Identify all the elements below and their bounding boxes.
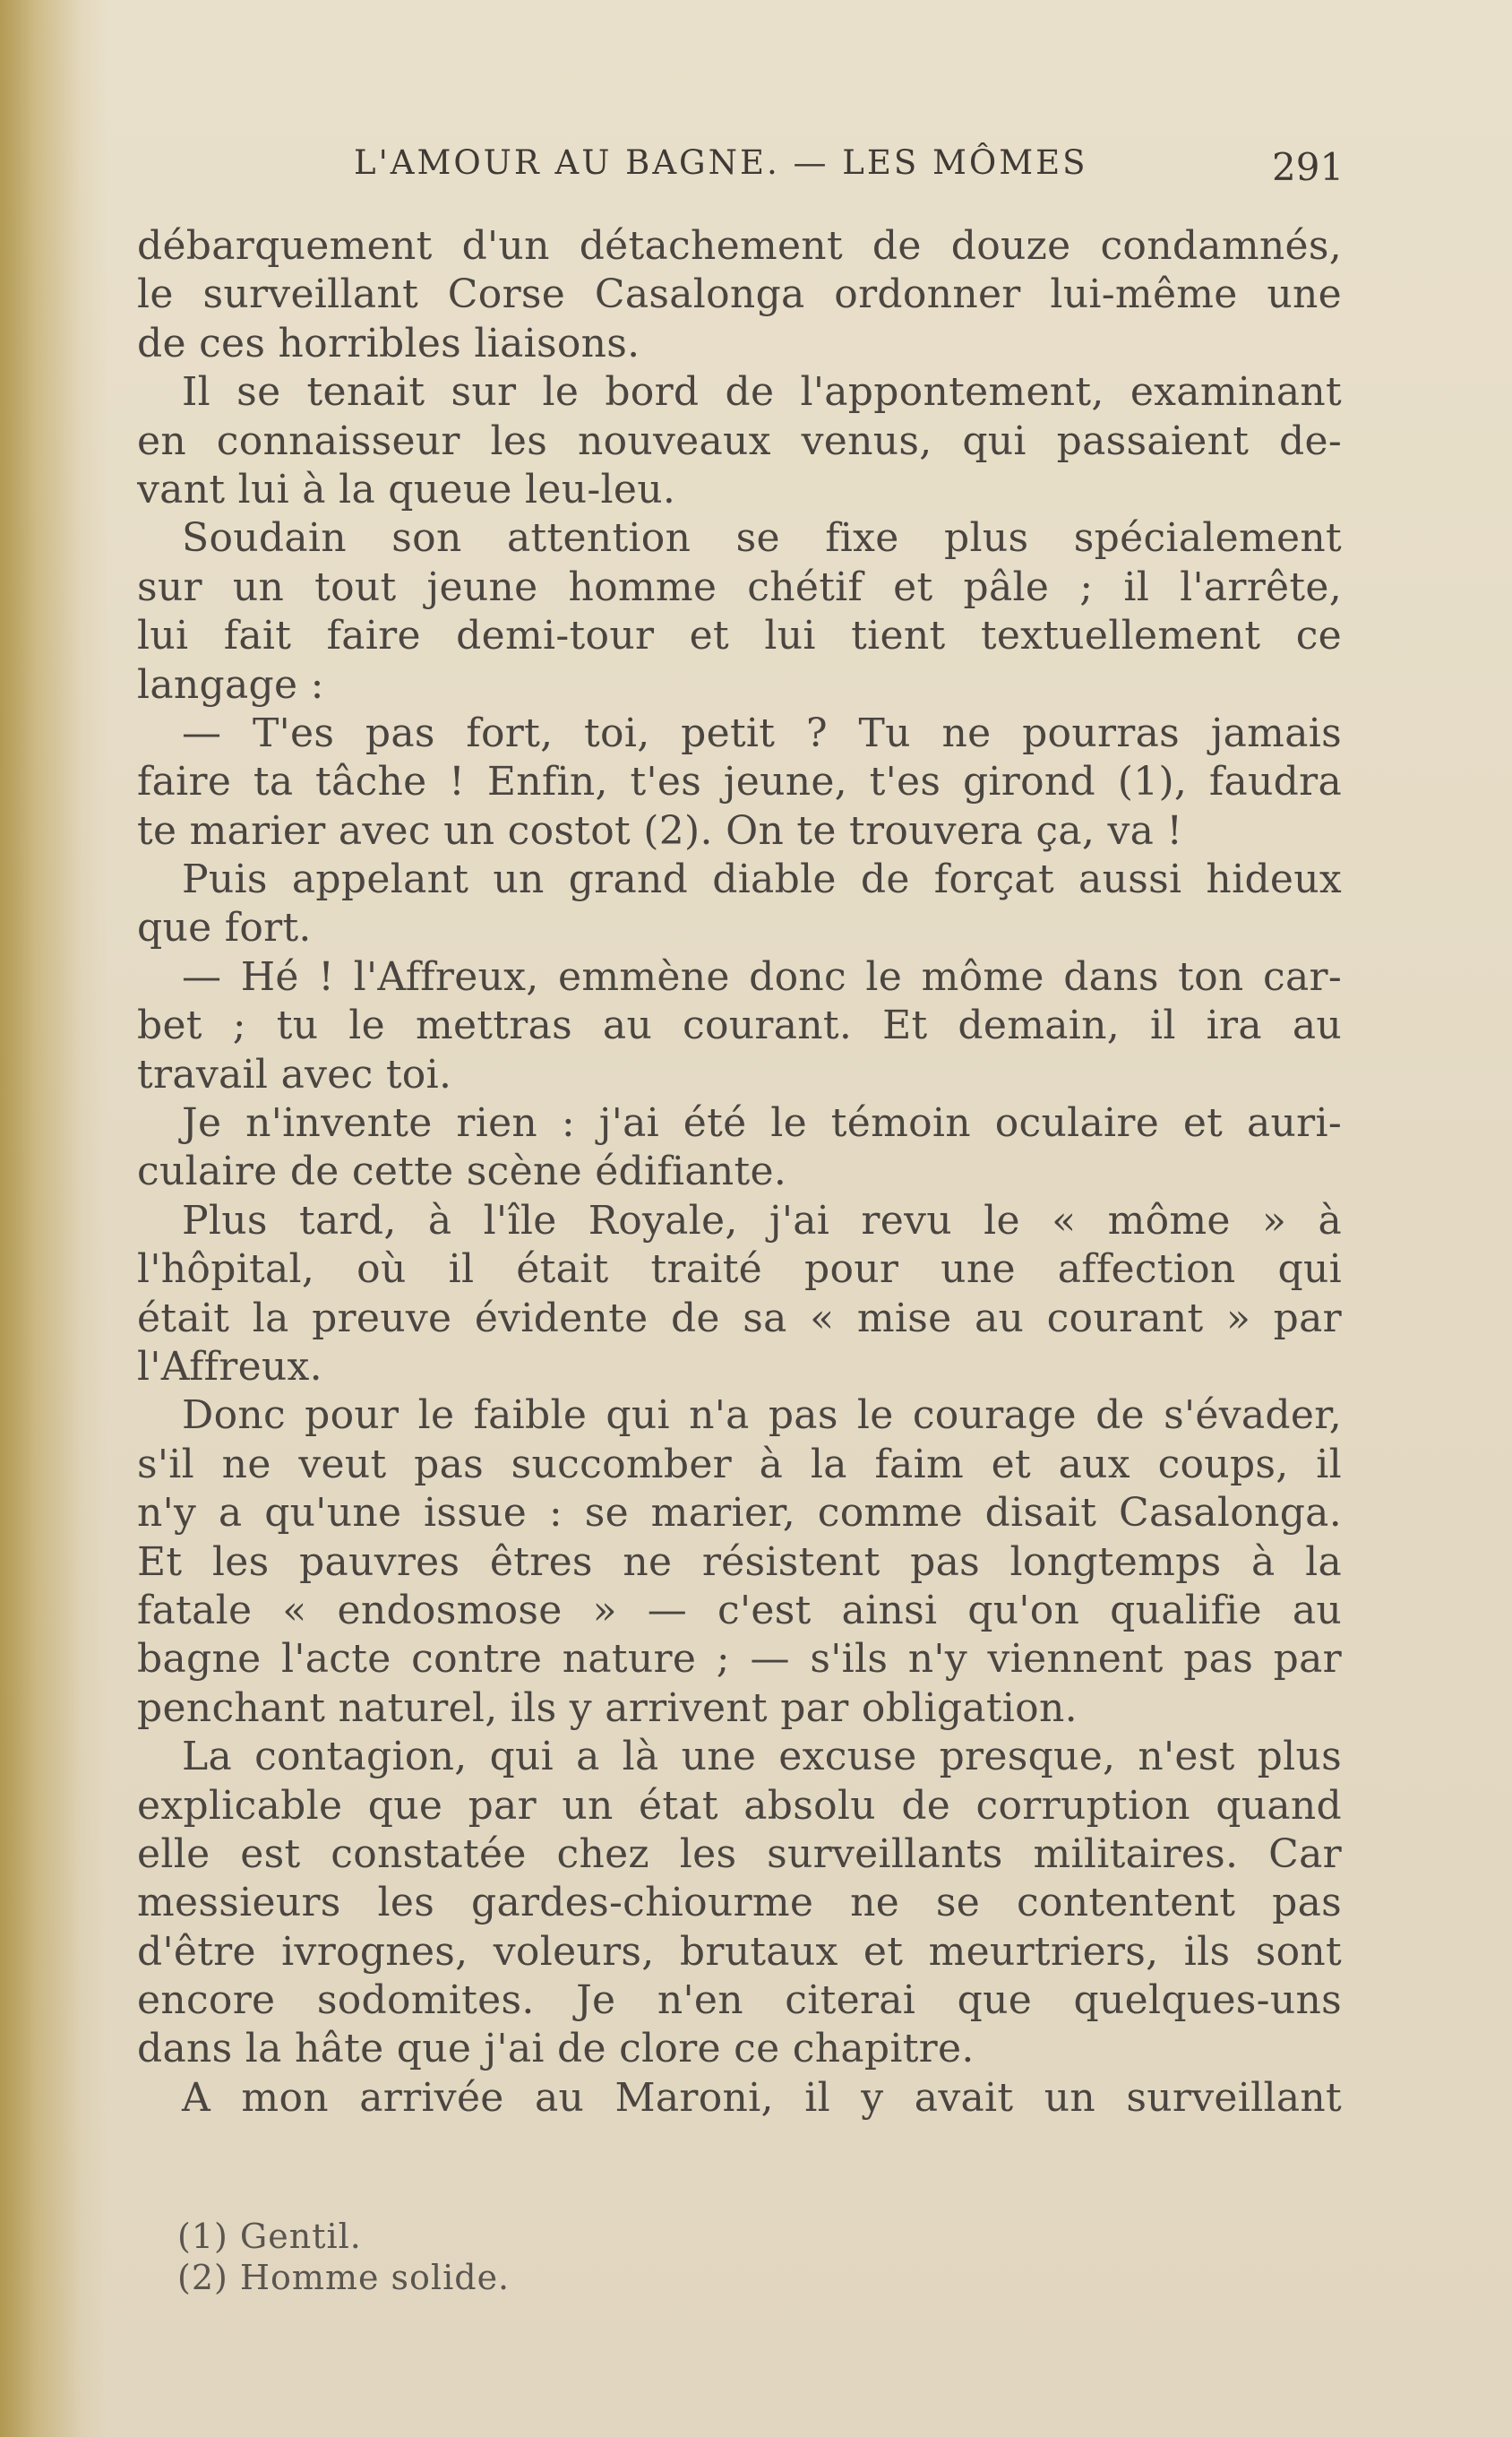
text-line: débarquement d'un détachement de douze condamnés, [137, 223, 1342, 269]
running-head [0, 143, 1512, 188]
text-line: de ces horribles liaisons. [137, 320, 640, 366]
text-line: Plus tard, à l'île Royale, j'ai revu le « môme » à [182, 1197, 1342, 1244]
footnote: (2) Homme solide. [177, 2258, 511, 2297]
text-line: l'Affreux. [137, 1343, 322, 1390]
footnotes [177, 2216, 804, 2298]
text-line: te marier avec un costot (2). On te trouvera ça, va ! [137, 807, 1183, 854]
text-line: — T'es pas fort, toi, petit ? Tu ne pourras jamais [182, 710, 1342, 756]
text-line: le surveillant Corse Casalonga ordonner lui-même une [137, 271, 1342, 318]
text-line: Puis appelant un grand diable de forçat aussi hideux [182, 857, 1342, 903]
running-title: L'AMOUR AU BAGNE. — LES MÔMES [354, 143, 1088, 182]
text-line: sur un tout jeune homme chétif et pâle ; il l'arrête, [137, 564, 1342, 610]
page-edge-stain [0, 0, 81, 2437]
text-line: langage : [137, 661, 324, 708]
text-line: vant lui à la queue leu-leu. [137, 466, 676, 512]
text-line: dans la hâte que j'ai de clore ce chapitre. [137, 2026, 975, 2072]
text-line: elle est constatée chez les surveillants militaires. Car [137, 1830, 1342, 1877]
text-line: bagne l'acte contre nature ; — s'ils n'y viennent pas par [137, 1636, 1342, 1683]
text-line: était la preuve évidente de sa « mise au courant » par [137, 1295, 1342, 1341]
text-line: faire ta tâche ! Enfin, t'es jeune, t'es girond (1), faudra [137, 759, 1342, 805]
text-line: Et les pauvres êtres ne résistent pas longtemps à la [137, 1538, 1342, 1585]
text-line: d'être ivrognes, voleurs, brutaux et meurtriers, ils sont [137, 1928, 1342, 1975]
text-line: messieurs les gardes-chiourme ne se contentent pas [137, 1880, 1342, 1926]
text-line: bet ; tu le mettras au courant. Et demain, il ira au [137, 1003, 1342, 1049]
footnote: (1) Gentil. [177, 2217, 362, 2256]
text-line: Il se tenait sur le bord de l'appontement, examinant [182, 369, 1342, 416]
text-line: l'hôpital, où il était traité pour une affection qui [137, 1246, 1342, 1293]
text-line: — Hé ! l'Affreux, emmène donc le môme dans ton car- [182, 953, 1342, 1000]
text-line: fatale « endosmose » — c'est ainsi qu'on qualifie au [137, 1587, 1342, 1633]
text-line: travail avec toi. [137, 1051, 452, 1098]
text-line: encore sodomites. Je n'en citerai que quelques-uns [137, 1977, 1342, 2024]
text-line: La contagion, qui a là une excuse presque, n'est plus [182, 1734, 1342, 1780]
text-line: culaire de cette scène édifiante. [137, 1149, 787, 1195]
body-text [137, 222, 1342, 2123]
text-line: penchant naturel, ils y arrivent par obligation. [137, 1684, 1078, 1731]
page-number: 291 [1272, 145, 1344, 189]
text-line: n'y a qu'une issue : se marier, comme disait Casalonga. [137, 1490, 1342, 1537]
text-line: explicable que par un état absolu de corruption quand [137, 1782, 1342, 1829]
text-line: Je n'invente rien : j'ai été le témoin oculaire et auri- [182, 1100, 1342, 1147]
text-line: en connaisseur les nouveaux venus, qui passaient de- [137, 418, 1342, 464]
text-line: lui fait faire demi-tour et lui tient textuellement ce [137, 613, 1342, 659]
text-line: Donc pour le faible qui n'a pas le courage de s'évader, [182, 1392, 1342, 1439]
text-line: Soudain son attention se fixe plus spécialement [182, 515, 1342, 562]
text-line: A mon arrivée au Maroni, il y avait un surveillant [182, 2074, 1342, 2121]
text-line: s'il ne veut pas succomber à la faim et aux coups, il [137, 1441, 1342, 1487]
text-line: que fort. [137, 905, 312, 952]
